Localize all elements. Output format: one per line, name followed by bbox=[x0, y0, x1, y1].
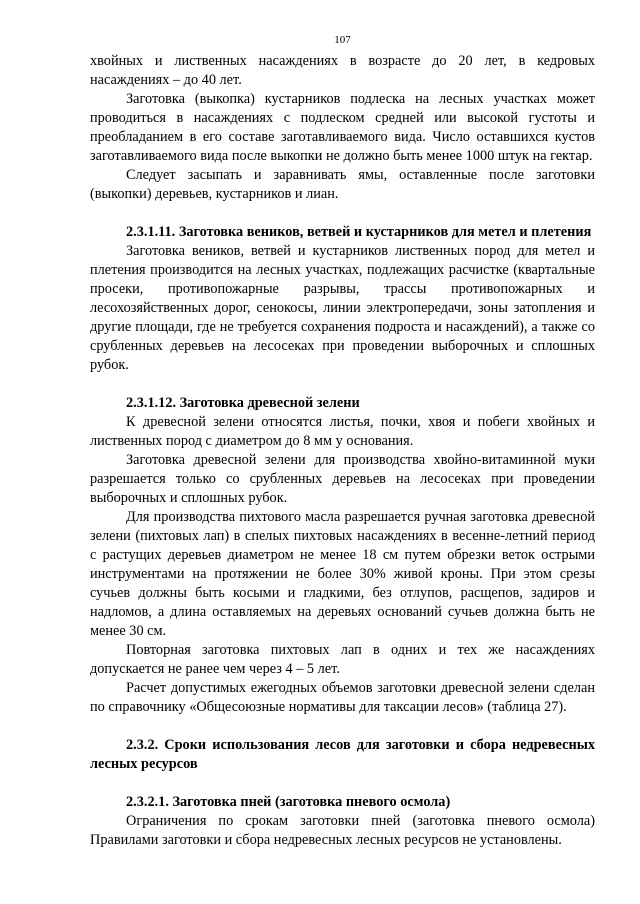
paragraph: Заготовка веников, ветвей и кустарников лиственных пород для метел и плетения производится на лесных участках, подлежащих расчистке (квартальные просеки, противопожарные разрывы, трассы противопожарных и лесохозяйственных дорог, сенокосы, линии электропередачи, зоны затопления и другие площади, где не требуется сохранения подроста и насаждений), а также со срубленных деревьев на лесосеках при проведении выборочных и сплошных рубок. bbox=[90, 243, 595, 373]
paragraph: К древесной зелени относятся листья, почки, хвоя и побеги хвойных и лиственных пород с диаметром до 8 мм у основания. bbox=[90, 414, 595, 449]
paragraph: Для производства пихтового масла разрешается ручная заготовка древесной зелени (пихтовых лап) в спелых пихтовых насаждениях в весенне-летний период с растущих деревьев диаметром не менее 18 см путем обрезки веток острыми инструментами на протяжении не более 30% живой кроны. При этом срезы сучьев должны быть косыми и гладкими, без отлупов, расщепов, задиров и надломов, а длина оставляемых на деревьях оснований сучьев должна быть не менее 30 см. bbox=[90, 509, 595, 639]
paragraph: хвойных и лиственных насаждениях в возрасте до 20 лет, в кедровых насаждениях – до 40 лет. bbox=[90, 53, 595, 88]
paragraph: Заготовка (выкопка) кустарников подлеска на лесных участках может проводиться в насаждениях с подлеском средней или высокой густоты и преобладанием в его составе заготавливаемого вида. Число оставшихся кустов заготавливаемого вида после выкопки не должно быть менее 1000 штук на гектар. bbox=[90, 91, 595, 164]
section-heading: 2.3.1.12. Заготовка древесной зелени bbox=[126, 395, 360, 411]
section-heading: 2.3.2. Сроки использования лесов для заготовки и сбора недревесных лесных ресурсов bbox=[90, 737, 595, 772]
page-number: 107 bbox=[334, 34, 351, 46]
spacer bbox=[90, 717, 595, 736]
spacer bbox=[90, 375, 595, 394]
spacer bbox=[90, 774, 595, 793]
paragraph: Повторная заготовка пихтовых лап в одних и тех же насаждениях допускается не ранее чем через 4 – 5 лет. bbox=[90, 642, 595, 677]
paragraph: Заготовка древесной зелени для производства хвойно-витаминной муки разрешается только со срубленных деревьев на лесосеках при проведении выборочных и сплошных рубок. bbox=[90, 452, 595, 506]
paragraph: Расчет допустимых ежегодных объемов заготовки древесной зелени сделан по справочнику «Общесоюзные нормативы для таксации лесов» (таблица 27). bbox=[90, 680, 595, 715]
paragraph: Следует засыпать и заравнивать ямы, оставленные после заготовки (выкопки) деревьев, кустарников и лиан. bbox=[90, 167, 595, 202]
spacer bbox=[90, 204, 595, 223]
section-heading: 2.3.1.11. Заготовка веников, ветвей и кустарников для метел и плетения bbox=[126, 224, 592, 240]
document-page bbox=[90, 34, 595, 850]
paragraph: Ограничения по срокам заготовки пней (заготовка пневого осмола) Правилами заготовки и сбора недревесных лесных ресурсов не установлены. bbox=[90, 813, 595, 848]
section-heading: 2.3.2.1. Заготовка пней (заготовка пневого осмола) bbox=[126, 794, 451, 810]
